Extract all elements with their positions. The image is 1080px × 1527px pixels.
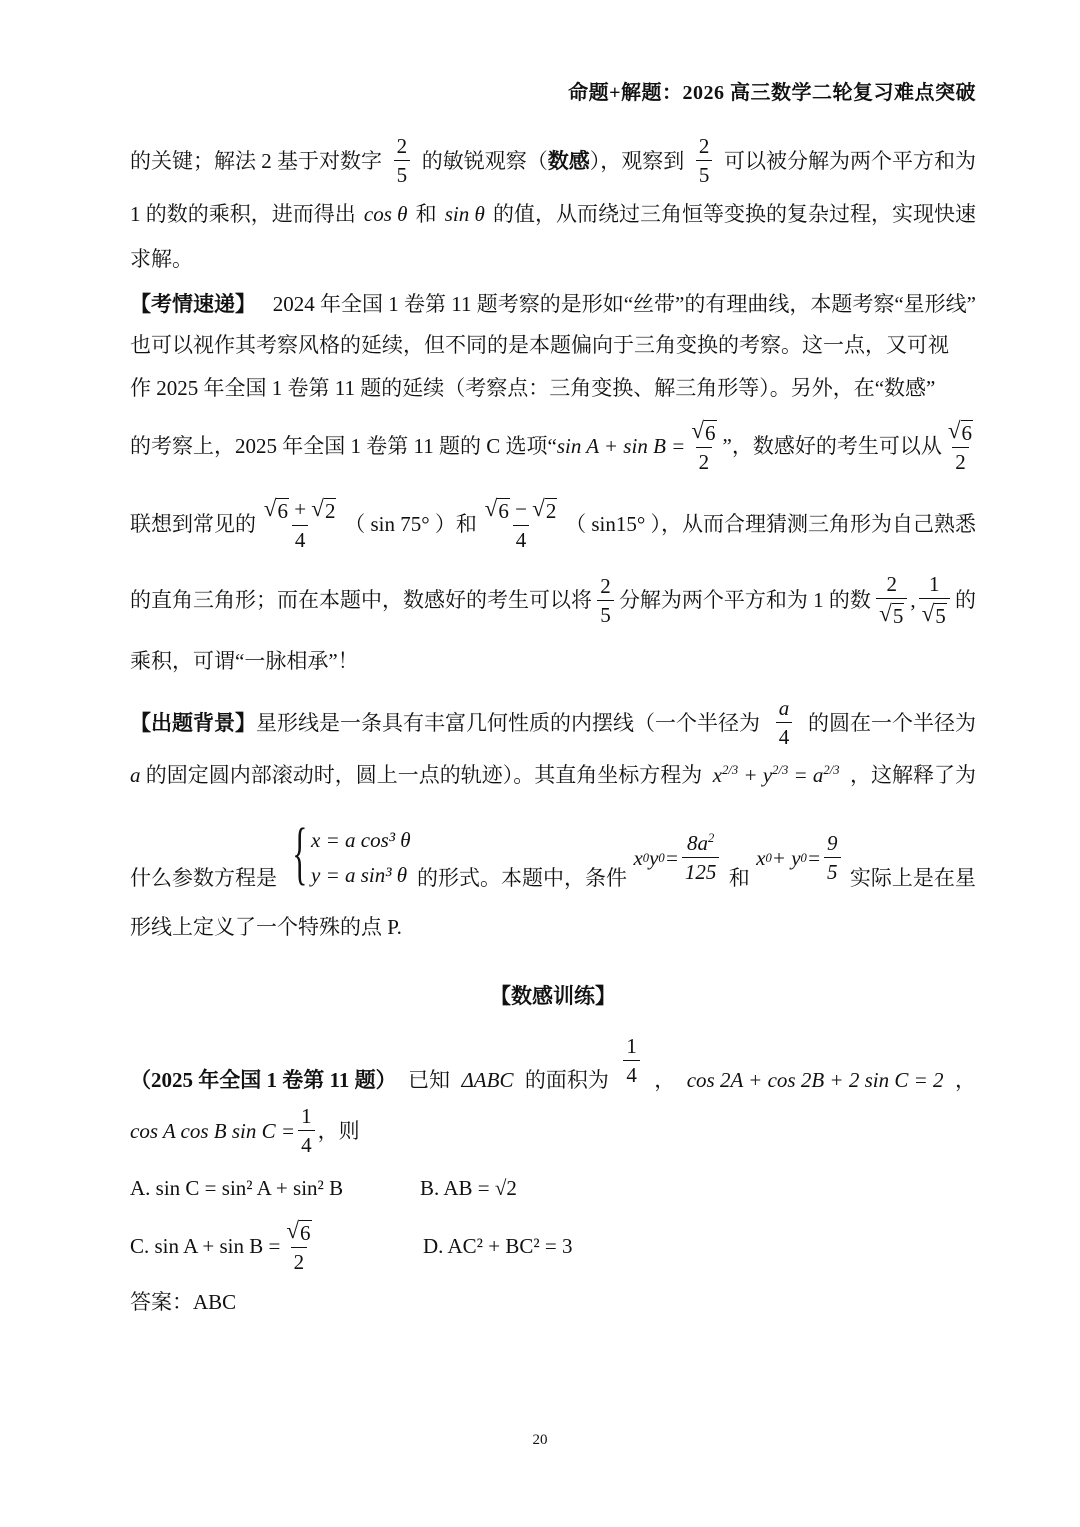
kaoqing-line3: 作 2025 年全国 1 卷第 11 题的延续（考察点：三角变换、解三角形等）。另外，在“数感” (130, 376, 936, 400)
answer: 答案：ABC (130, 1290, 237, 1314)
problem-line2: cos A cos B sin C = $\frac{1}{4}$ ，则 (130, 1104, 360, 1157)
kaoqing-line1: 【考情速递】 2024 年全国 1 卷第 11 题考察的是形如“丝带”的有理曲线，本题考察“星形线” (130, 292, 976, 316)
fraction-1-4: $\frac{1}{4}$ (298, 1106, 315, 1156)
beijing-line3: 什么参数方程是 { x = a cos³ θ y = a sin³ θ 的形式。本题中，条件 x 0 y 0 = $\frac{8a^2}{125}$ 和 x 0 + y 0 = $\frac{9}{5}$ 实际上是在星 (130, 815, 976, 892)
kaoqing-line7: 乘积，可谓“一脉相承”！ (130, 649, 359, 673)
kaoqing-line4: 的考察上，2025 年全国 1 卷第 11 题的 C 选项“ sin A + sin B = √ 6 2 ”，数感好的考生可以从 √ 6 2 (130, 420, 976, 473)
option-c: C. sin A + sin B = √ 6 2 (130, 1220, 318, 1273)
option-b: B. AB = √2 (420, 1176, 517, 1200)
parametric-system: { x = a cos³ θ y = a sin³ θ (292, 815, 411, 892)
beijing-line2: a 的固定圆内部滚动时，圆上一点的轨迹）。其直角坐标方程为 $x^{2/3} + y^{2/3} = a^{2/3}$ ，这解释了为 (130, 763, 976, 787)
fraction-sqrt6-minus-sqrt2-4: √ 6 − √ 2 4 (484, 495, 557, 553)
fraction-2-sqrt5: 2 √ 5 (876, 574, 907, 627)
fraction-2-5: $\frac{2}{5}$ (394, 136, 411, 186)
option-d: D. AC² + BC² = 3 (423, 1234, 573, 1258)
fraction-sqrt6-plus-sqrt2-4: √ 6 + √ 2 4 (263, 495, 336, 553)
page-header: 命题+解题：2026 高三数学二轮复习难点突破 (568, 82, 976, 104)
astroid-equation: $x^{2/3} + y^{2/3} = a^{2/3}$ (712, 763, 840, 787)
kaoqing-line5: 联想到常见的 √ 6 + √ 2 4 （ sin 75° ）和 √ 6 − √ 2 4 （ sin15° ），从而合理猜测三角形为自己熟悉 (130, 495, 976, 553)
beijing-line4: 形线上定义了一个特殊的点 P. (130, 915, 402, 939)
fraction-sqrt6-2: √ 6 2 (691, 417, 716, 475)
kaoqing-label: 【考情速递】 (130, 292, 256, 316)
condition-product: x 0 y 0 = $\frac{8a^2}{125}$ (633, 833, 722, 883)
kaoqing-line6: 的直角三角形；而在本题中，数感好的考生可以将 $\frac{2}{5}$ 分解为两个平方和为 1 的数 2 √ 5 , 1 √ 5 的 (130, 572, 976, 628)
fraction-1-sqrt5: 1 √ 5 (919, 574, 950, 627)
fraction-1-4: $\frac{1}{4}$ (623, 1036, 640, 1086)
section-title: 【数感训练】 (490, 984, 616, 1008)
para1-line3: 求解。 (130, 247, 193, 271)
fraction-a-4: $\frac{a}{4}$ (776, 698, 793, 748)
kaoqing-line2: 也可以视作其考察风格的延续，但不同的是本题偏向于三角变换的考察。这一点，又可视 (130, 333, 949, 357)
fraction-sqrt6-2: √ 6 2 (286, 1217, 311, 1275)
condition-sum: x 0 + y 0 = $\frac{9}{5}$ (756, 833, 843, 883)
beijing-line1: 【出题背景】星形线是一条具有丰富几何性质的内摆线（一个半径为 $\frac{a}{4}$ 的圆在一个半径为 (130, 696, 976, 749)
problem-source: （2025 年全国 1 卷第 11 题） (130, 1068, 397, 1092)
option-a: A. sin C = sin² A + sin² B (130, 1176, 344, 1200)
fraction-sqrt6-2: √ 6 2 (947, 417, 973, 475)
problem-line1: （2025 年全国 1 卷第 11 题） 已知 ΔABC 的面积为 $\frac{1}{4}$ ， cos 2A + cos 2B + 2 sin C = 2 ， (130, 1033, 976, 1092)
page-number: 20 (532, 1432, 548, 1448)
beijing-label: 【出题背景】 (130, 710, 256, 735)
para1-line2: 1 的数的乘积，进而得出 cos θ 和 sin θ 的值，从而绕过三角恒等变换的复杂过程，实现快速 (130, 202, 976, 226)
fraction-2-5: $\frac{2}{5}$ (696, 136, 713, 186)
para1-line1: 的关键；解法 2 基于对数字 $\frac{2}{5}$ 的敏锐观察（数感），观察到 $\frac{2}{5}$ 可以被分解为两个平方和为 (130, 134, 976, 187)
fraction-2-5: $\frac{2}{5}$ (597, 576, 614, 626)
